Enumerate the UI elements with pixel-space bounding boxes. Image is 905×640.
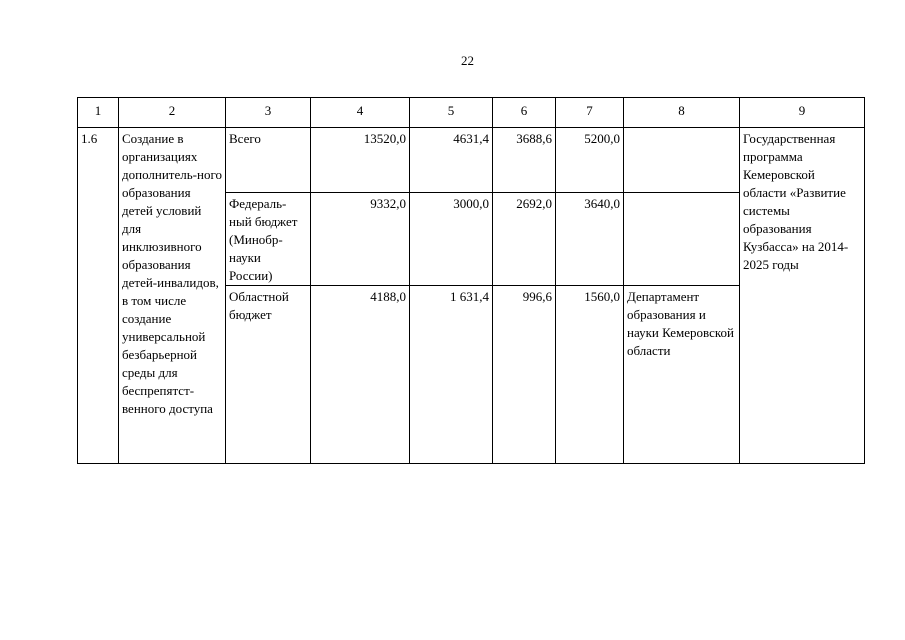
budget-table xyxy=(77,97,865,464)
header-cell: 7 xyxy=(556,98,624,128)
total-amount: 13520,0 xyxy=(311,128,410,193)
year-amount: 996,6 xyxy=(493,286,556,464)
program-name: Государственная программа Кемеровской области «Развитие системы образования Кузбасса» на 2014-2025 годы xyxy=(740,128,865,464)
funding-source: Федераль-ный бюджет (Минобр-науки России) xyxy=(226,193,311,286)
header-cell: 5 xyxy=(410,98,493,128)
measure-description: Создание в организациях дополнитель-ного образования детей условий для инклюзивного образования детей-инвалидов, в том числе создание универсальной безбарьерной среды для беспрепятст-венного доступа xyxy=(119,128,226,464)
header-cell: 3 xyxy=(226,98,311,128)
header-cell: 2 xyxy=(119,98,226,128)
year-amount: 3000,0 xyxy=(410,193,493,286)
header-cell: 4 xyxy=(311,98,410,128)
total-amount: 4188,0 xyxy=(311,286,410,464)
executor xyxy=(624,128,740,193)
header-cell: 6 xyxy=(493,98,556,128)
table-row xyxy=(78,128,865,193)
year-amount: 1 631,4 xyxy=(410,286,493,464)
year-amount: 1560,0 xyxy=(556,286,624,464)
year-amount: 5200,0 xyxy=(556,128,624,193)
year-amount: 2692,0 xyxy=(493,193,556,286)
header-cell: 8 xyxy=(624,98,740,128)
executor: Департамент образования и науки Кемеровской области xyxy=(624,286,740,464)
year-amount: 4631,4 xyxy=(410,128,493,193)
page-number: 22 xyxy=(461,53,474,68)
header-cell: 9 xyxy=(740,98,865,128)
funding-source: Областной бюджет xyxy=(226,286,311,464)
header-row xyxy=(78,98,865,128)
executor xyxy=(624,193,740,286)
row-id: 1.6 xyxy=(78,128,119,464)
funding-source: Всего xyxy=(226,128,311,193)
header-cell: 1 xyxy=(78,98,119,128)
total-amount: 9332,0 xyxy=(311,193,410,286)
year-amount: 3640,0 xyxy=(556,193,624,286)
year-amount: 3688,6 xyxy=(493,128,556,193)
